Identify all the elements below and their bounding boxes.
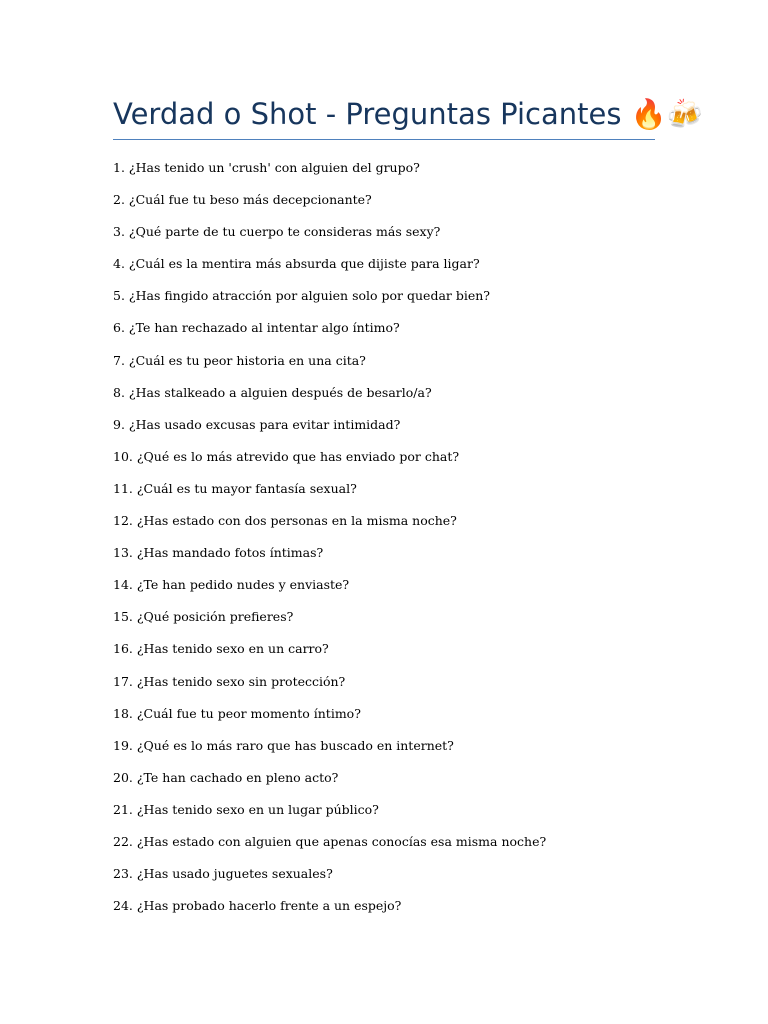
question-item: 9. ¿Has usado excusas para evitar intimidad? bbox=[113, 416, 401, 432]
question-item: 17. ¿Has tenido sexo sin protección? bbox=[113, 673, 346, 689]
question-item: 5. ¿Has fingido atracción por alguien solo por quedar bien? bbox=[113, 288, 490, 304]
question-item: 4. ¿Cuál es la mentira más absurda que dijiste para ligar? bbox=[113, 256, 480, 272]
question-item: 2. ¿Cuál fue tu beso más decepcionante? bbox=[113, 192, 372, 208]
question-item: 7. ¿Cuál es tu peor historia en una cita? bbox=[113, 352, 366, 368]
question-item: 18. ¿Cuál fue tu peor momento íntimo? bbox=[113, 705, 361, 721]
question-item: 8. ¿Has stalkeado a alguien después de besarlo/a? bbox=[113, 384, 432, 400]
question-item: 6. ¿Te han rechazado al intentar algo íntimo? bbox=[113, 320, 400, 336]
question-item: 21. ¿Has tenido sexo en un lugar público? bbox=[113, 801, 379, 817]
question-item: 23. ¿Has usado juguetes sexuales? bbox=[113, 866, 333, 882]
question-item: 3. ¿Qué parte de tu cuerpo te consideras más sexy? bbox=[113, 224, 441, 240]
title-underline-rule bbox=[113, 139, 655, 140]
question-list bbox=[113, 158, 546, 928]
question-item: 14. ¿Te han pedido nudes y enviaste? bbox=[113, 577, 350, 593]
question-item: 16. ¿Has tenido sexo en un carro? bbox=[113, 641, 329, 657]
question-item: 20. ¿Te han cachado en pleno acto? bbox=[113, 769, 339, 785]
question-item: 1. ¿Has tenido un 'crush' con alguien del grupo? bbox=[113, 160, 420, 175]
question-item: 12. ¿Has estado con dos personas en la misma noche? bbox=[113, 513, 457, 529]
question-item: 15. ¿Qué posición prefieres? bbox=[113, 609, 294, 625]
document-title: Verdad o Shot - Preguntas Picantes 🔥🍻 bbox=[113, 97, 703, 131]
question-item: 11. ¿Cuál es tu mayor fantasía sexual? bbox=[113, 480, 357, 496]
question-item: 19. ¿Qué es lo más raro que has buscado en internet? bbox=[113, 737, 454, 753]
question-item: 22. ¿Has estado con alguien que apenas conocías esa misma noche? bbox=[113, 833, 547, 849]
question-item: 24. ¿Has probado hacerlo frente a un espejo? bbox=[113, 898, 402, 914]
question-item: 13. ¿Has mandado fotos íntimas? bbox=[113, 545, 324, 561]
question-item: 10. ¿Qué es lo más atrevido que has enviado por chat? bbox=[113, 448, 460, 464]
